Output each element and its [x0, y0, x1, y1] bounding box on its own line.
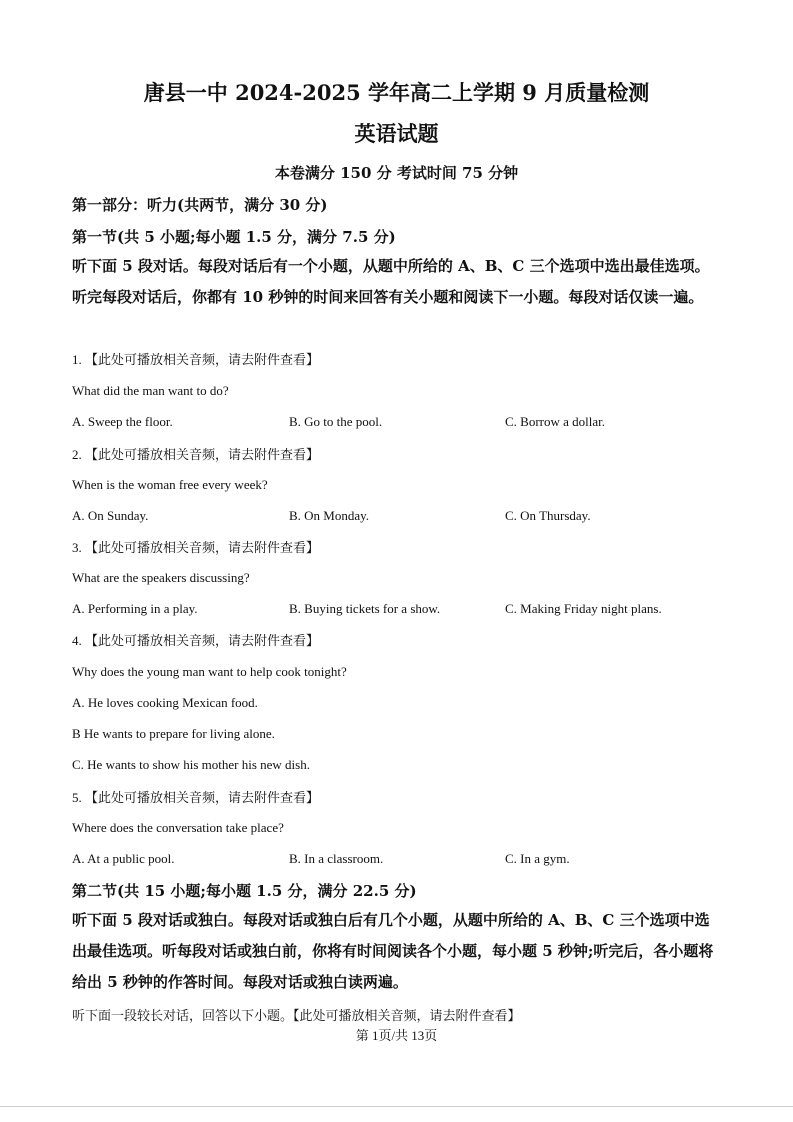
q2-option-b: B. On Monday.	[289, 508, 370, 523]
q4-option-b: B He wants to prepare for living alone.	[72, 726, 275, 741]
q1-option-a: A. Sweep the floor.	[72, 414, 173, 429]
q5-option-a: A. At a public pool.	[72, 851, 175, 866]
q3-option-a: A. Performing in a play.	[72, 601, 198, 616]
q1-option-c: C. Borrow a dollar.	[505, 414, 606, 429]
question-2: When is the woman free every week?	[72, 477, 268, 492]
q4-option-c: C. He wants to show his mother his new dish.	[72, 757, 310, 772]
q2-option-a: A. On Sunday.	[72, 508, 149, 523]
audio-placeholder-4[interactable]: 4. 【此处可播放相关音频，请去附件查看】	[72, 633, 320, 648]
q4-option-a: A. He loves cooking Mexican food.	[72, 695, 258, 710]
section2-heading: 第二节(共 15 小题;每小题 1.5 分，满分 22.5 分)	[72, 882, 417, 900]
q5-option-c: C. In a gym.	[505, 851, 570, 866]
q3-option-b: B. Buying tickets for a show.	[289, 601, 441, 616]
page-bottom-rule	[0, 1106, 793, 1107]
audio-placeholder-3[interactable]: 3. 【此处可播放相关音频，请去附件查看】	[72, 540, 320, 555]
question-5: Where does the conversation take place?	[72, 820, 284, 835]
exam-info: 本卷满分 150 分 考试时间 75 分钟	[274, 164, 519, 182]
section2-instruction: 听下面 5 段对话或独白。每段对话或独白后有几个小题，从题中所给的 A、B、C 三个选项中选出最佳选项。听每段对话或独白前，你将有时间阅读各个小题，每小题 5 秒钟;听完后，各小题将给出 5 秒钟的作答时间。每段对话或独白读两遍。	[72, 911, 714, 991]
section1-instruction: 听下面 5 段对话。每段对话后有一个小题，从题中所给的 A、B、C 三个选项中选出最佳选项。听完每段对话后，你都有 10 秒钟的时间来回答有关小题和阅读下一小题。每段对话仅读一遍。	[72, 257, 710, 306]
audio-placeholder-1[interactable]: 1. 【此处可播放相关音频，请去附件查看】	[72, 352, 320, 367]
q3-option-c: C. Making Friday night plans.	[505, 601, 662, 616]
subject-title: 英语试题	[354, 121, 439, 146]
audio-placeholder-2[interactable]: 2. 【此处可播放相关音频，请去附件查看】	[72, 447, 320, 462]
q5-option-b: B. In a classroom.	[289, 851, 384, 866]
question-1: What did the man want to do?	[72, 383, 229, 398]
section2-lead[interactable]: 听下面一段较长对话，回答以下小题。【此处可播放相关音频，请去附件查看】	[72, 1008, 521, 1023]
q2-option-c: C. On Thursday.	[505, 508, 591, 523]
audio-placeholder-5[interactable]: 5. 【此处可播放相关音频，请去附件查看】	[72, 790, 320, 805]
q1-option-b: B. Go to the pool.	[289, 414, 383, 429]
question-3: What are the speakers discussing?	[72, 570, 250, 585]
section1-heading: 第一节(共 5 小题;每小题 1.5 分，满分 7.5 分)	[72, 228, 396, 246]
question-4: Why does the young man want to help cook tonight?	[72, 664, 347, 679]
part1-heading: 第一部分：听力(共两节，满分 30 分)	[72, 196, 328, 214]
page-number: 第 1页/共 13页	[355, 1028, 438, 1043]
document-title: 唐县一中 2024-2025 学年高二上学期 9 月质量检测	[143, 80, 650, 105]
